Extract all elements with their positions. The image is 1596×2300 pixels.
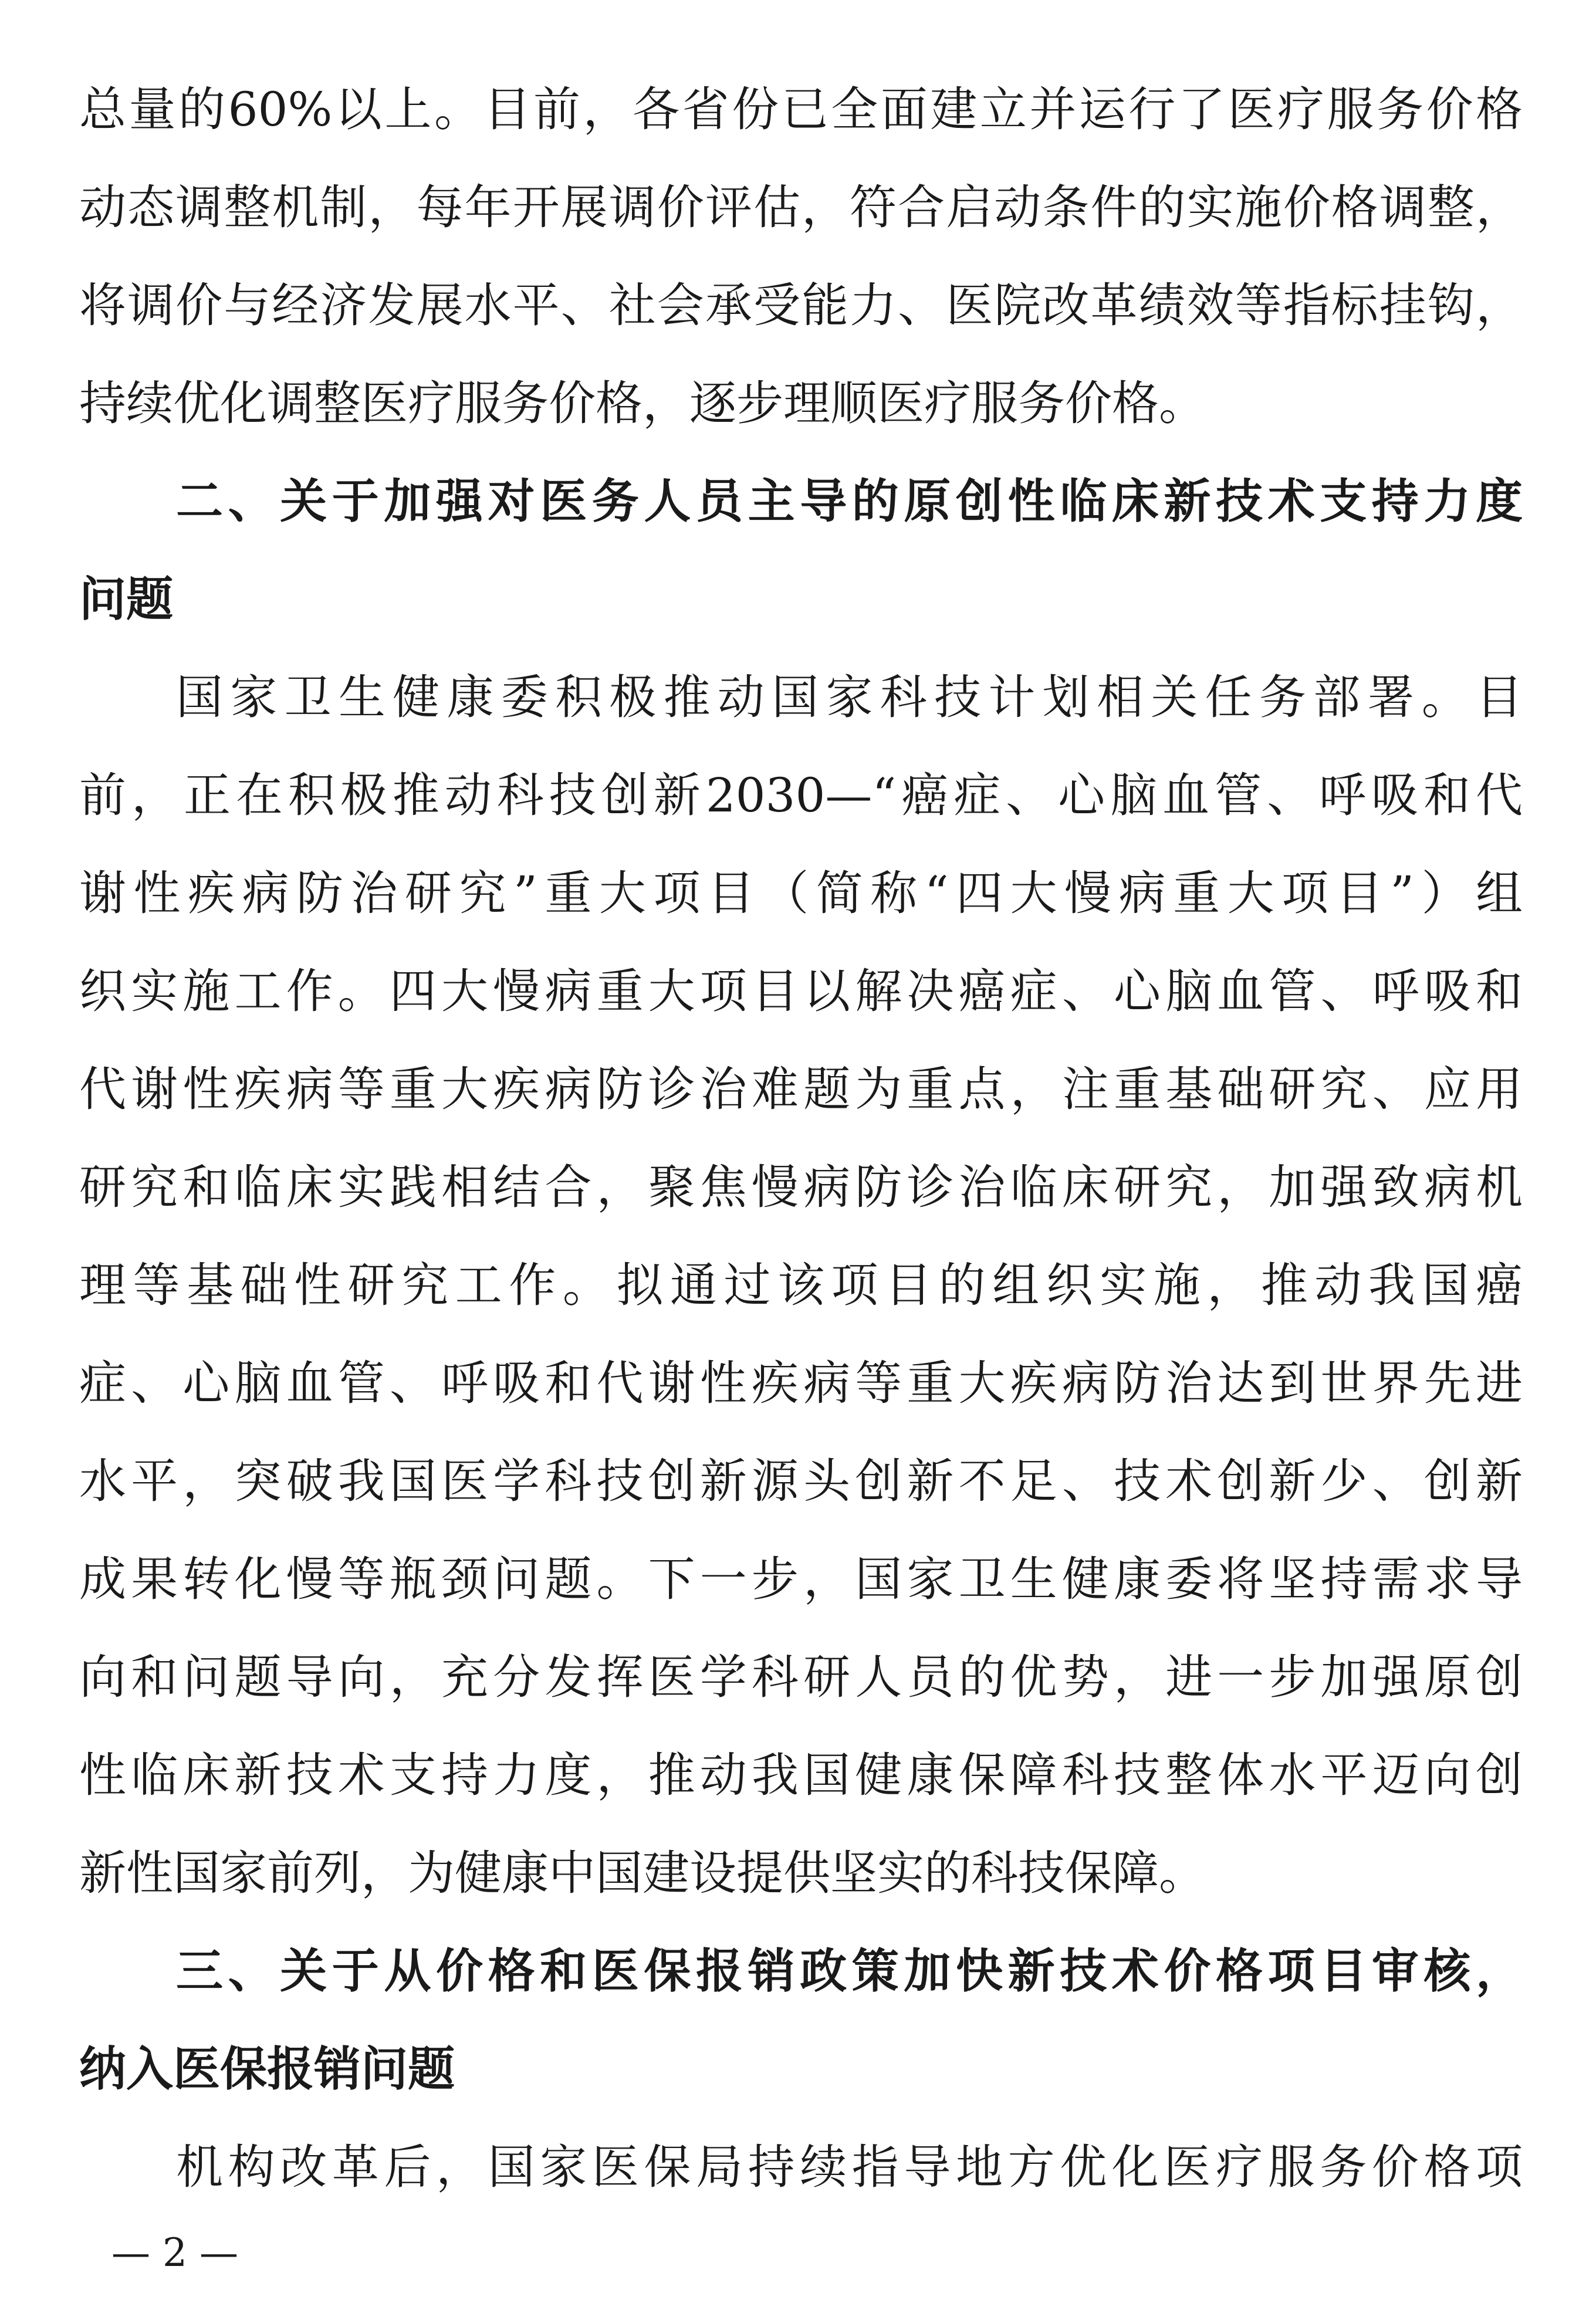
text-line: 织实施工作。四大慢病重大项目以解决癌症、心脑血管、呼吸和 <box>79 964 1523 1019</box>
text-line: 国家卫生健康委积极推动国家科技计划相关任务部署。目 <box>176 670 1523 725</box>
text-line: 动态调整机制，每年开展调价评估，符合启动条件的实施价格调整， <box>79 180 1523 235</box>
text-line: 向和问题导向，充分发挥医学科研人员的优势，进一步加强原创 <box>79 1650 1523 1704</box>
page-number: — 2 — <box>111 2230 238 2275</box>
text-line: 症、心脑血管、呼吸和代谢性疾病等重大疾病防治达到世界先进 <box>79 1356 1523 1411</box>
text-line: 前，正在积极推动科技创新2030—“癌症、心脑血管、呼吸和代 <box>79 768 1523 823</box>
text-line: 谢性疾病防治研究”重大项目（简称“四大慢病重大项目”）组 <box>79 866 1523 921</box>
heading-line: 纳入医保报销问题 <box>79 2042 455 2096</box>
text-line: 研究和临床实践相结合，聚焦慢病防诊治临床研究，加强致病机 <box>79 1160 1523 1215</box>
heading-line: 三、关于从价格和医保报销政策加快新技术价格项目审核， <box>176 1944 1523 1998</box>
text-line: 成果转化慢等瓶颈问题。下一步，国家卫生健康委将坚持需求导 <box>79 1552 1523 1606</box>
heading-line: 问题 <box>79 572 173 627</box>
text-line: 总量的60%以上。目前，各省份已全面建立并运行了医疗服务价格 <box>79 82 1523 137</box>
text-line: 代谢性疾病等重大疾病防诊治难题为重点，注重基础研究、应用 <box>79 1062 1523 1117</box>
text-line: 性临床新技术支持力度，推动我国健康保障科技整体水平迈向创 <box>79 1748 1523 1802</box>
text-line: 水平，突破我国医学科技创新源头创新不足、技术创新少、创新 <box>79 1454 1523 1508</box>
text-line: 将调价与经济发展水平、社会承受能力、医院改革绩效等指标挂钩， <box>79 278 1523 333</box>
heading-line: 二、关于加强对医务人员主导的原创性临床新技术支持力度 <box>176 474 1523 529</box>
text-line: 机构改革后，国家医保局持续指导地方优化医疗服务价格项 <box>176 2140 1523 2194</box>
text-line: 持续优化调整医疗服务价格，逐步理顺医疗服务价格。 <box>79 376 1206 431</box>
text-line: 理等基础性研究工作。拟通过该项目的组织实施，推动我国癌 <box>79 1258 1523 1313</box>
text-line: 新性国家前列，为健康中国建设提供坚实的科技保障。 <box>79 1846 1206 1900</box>
